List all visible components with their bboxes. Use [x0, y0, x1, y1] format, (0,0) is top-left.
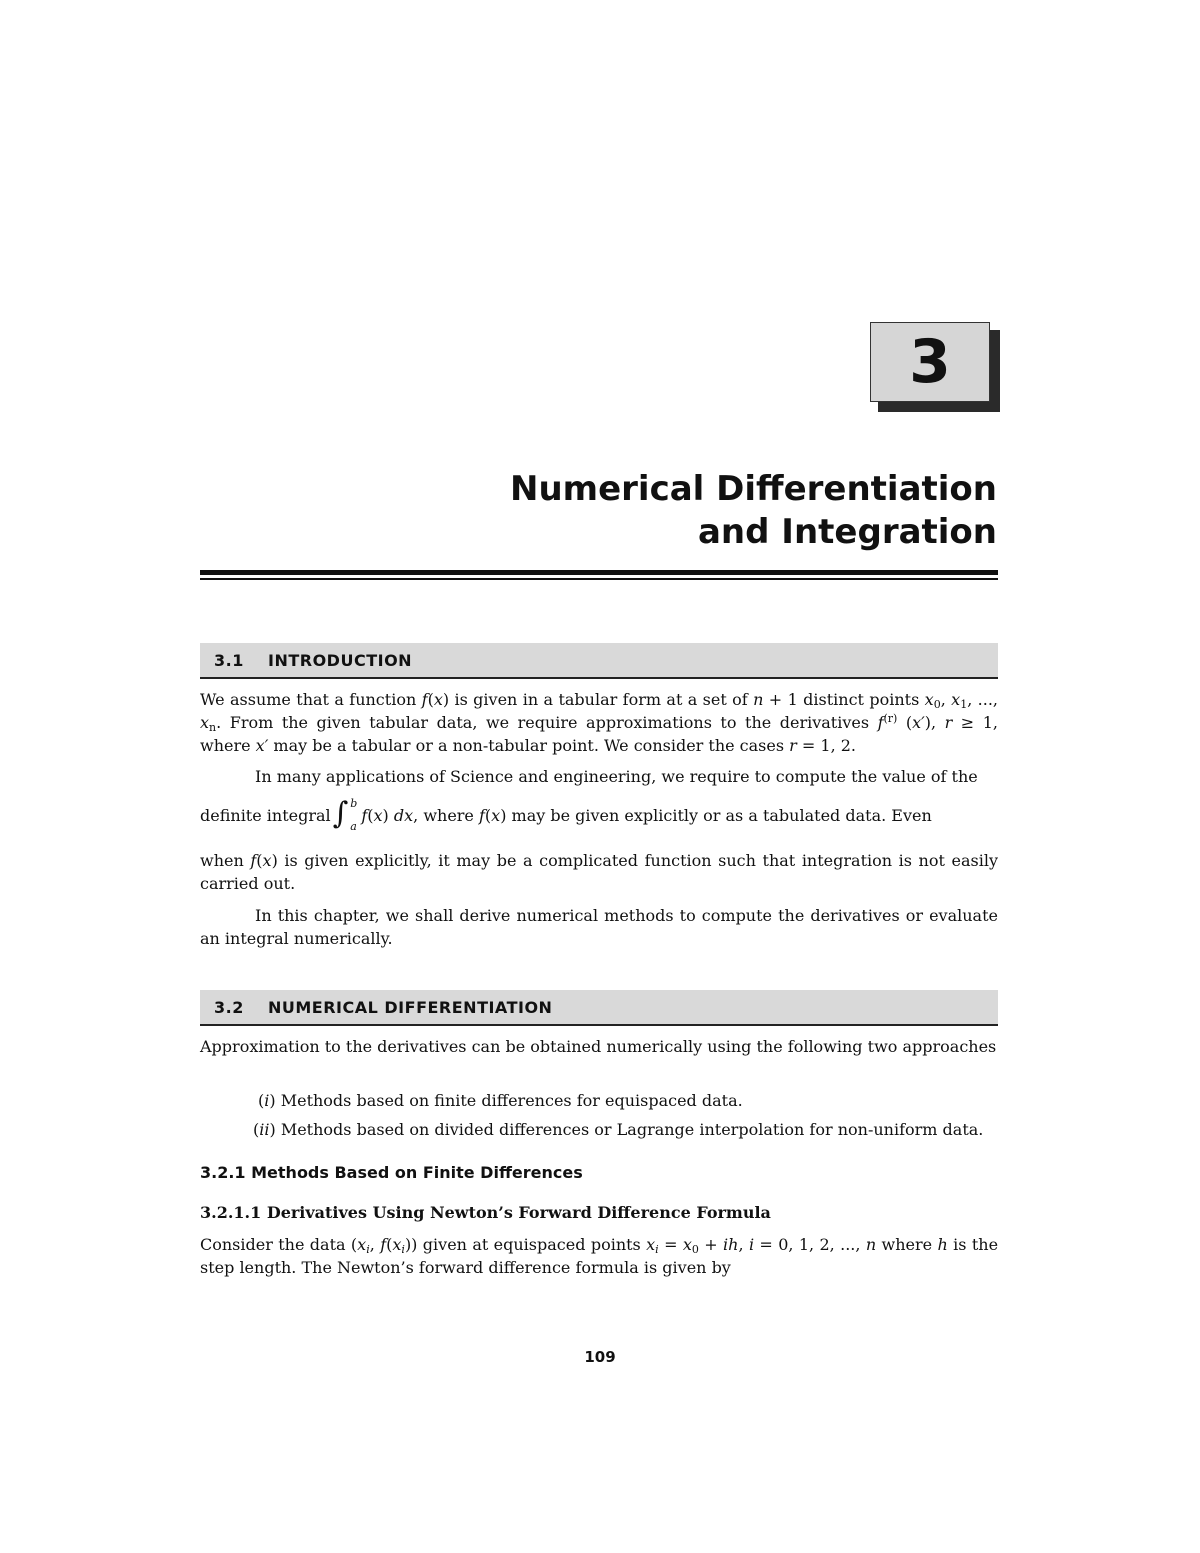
section-number: 3.2: [214, 997, 244, 1017]
section-heading-introduction: [200, 643, 998, 679]
intro-paragraph-2: In many applications of Science and engineering, we require to compute the value of the: [255, 767, 978, 786]
intro-paragraph-4: when f(x) is given explicitly, it may be a complicated function such that integration is not easily carried out.: [200, 851, 998, 893]
chapter-title-line2: and Integration: [697, 512, 997, 552]
subsubsection-heading: 3.2.1.1 Derivatives Using Newton’s Forward Difference Formula: [200, 1203, 771, 1222]
chapter-title: [510, 468, 997, 554]
approach-item-1: (i) Methods based on finite differences for equispaced data.: [258, 1091, 743, 1110]
section-title: INTRODUCTION: [268, 650, 413, 670]
intro-paragraph-3: definite integral ∫ b a f ( x ) dx , where f(x) may be given explicitly or as a tabulated data. Even: [200, 795, 932, 833]
chapter-title-line1: Numerical Differentiation: [510, 469, 997, 509]
newton-forward-paragraph: Consider the data ($x_i$, $f(x_i)$) given at equispaced points $x_i = x_0$ + ih, i = 0, 1, 2, ..., n where h is the step length. The Newton’s forward difference formula is given by: [200, 1235, 999, 1277]
differentiation-intro: Approximation to the derivatives can be obtained numerically using the following two approaches: [200, 1037, 997, 1056]
subsection-heading: 3.2.1 Methods Based on Finite Differences: [200, 1163, 583, 1182]
intro-paragraph-1: We assume that a function f(x) is given in a tabular form at a set of n + 1 distinct points $x_0$, $x_1$, ..., $x_n$. From the given tabular data, we require approximations to the derivatives $f^{(r)}$ (x′), r ≥ 1, where x′ may be a tabular or a non-tabular point. We consider the cases r = 1, 2.: [200, 690, 999, 755]
approach-item-2: (ii) Methods based on divided differences or Lagrange interpolation for non-uniform data.: [253, 1120, 984, 1139]
section-heading-numerical-differentiation: [200, 990, 998, 1026]
title-rule-thick: [200, 570, 998, 575]
section-number: 3.1: [214, 650, 244, 670]
intro-paragraph-5: In this chapter, we shall derive numerical methods to compute the derivatives or evaluate an integral numerically.: [200, 906, 998, 948]
chapter-number: 3: [870, 322, 990, 402]
title-rule-thin: [200, 578, 998, 580]
definite-integral-expression: ∫ b a f ( x ) dx: [332, 795, 414, 833]
section-title: NUMERICAL DIFFERENTIATION: [268, 997, 553, 1017]
page-number: 109: [584, 1348, 616, 1366]
